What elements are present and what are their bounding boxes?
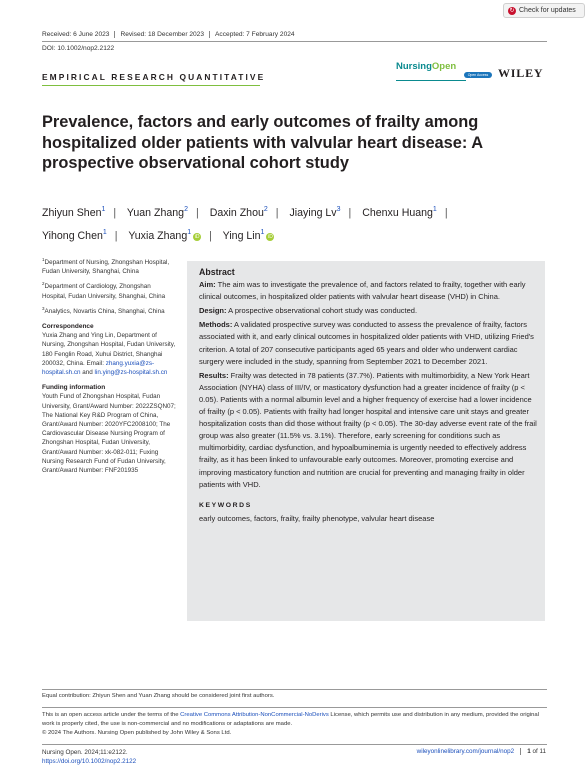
- equal-contribution-note: Equal contribution: Zhiyun Shen and Yuan Zhang should be considered joint first authors.: [42, 693, 275, 699]
- doi-link[interactable]: https://doi.org/10.1002/nop2.2122: [42, 758, 137, 765]
- footer-citation: [42, 748, 136, 766]
- author-separator: |: [114, 230, 118, 242]
- email-link-2[interactable]: lin.ying@zs-hospital.sh.cn: [94, 369, 168, 377]
- abstract-heading: Abstract: [199, 267, 235, 277]
- affiliation-marker[interactable]: 1: [432, 206, 437, 213]
- received-date: Received: 6 June 2023: [42, 31, 115, 38]
- author-name[interactable]: Chenxu Huang$^1$: [362, 206, 437, 219]
- orcid-icon[interactable]: iD: [268, 234, 273, 240]
- footnote-divider: [42, 689, 547, 690]
- logo-underline: [396, 80, 466, 81]
- author-name[interactable]: Zhiyun Shen$^1$: [42, 206, 106, 219]
- author-list: [42, 200, 542, 246]
- article-title: Prevalence, factors and early outcomes of frailty among hospitalized older patients with valvular heart disease: A prospective observational cohort study: [42, 113, 483, 172]
- journal-name-b: Open: [431, 61, 457, 72]
- correspondence-heading: Correspondence: [42, 323, 94, 331]
- accepted-date: Accepted: 7 February 2024: [215, 31, 295, 38]
- orcid-icon[interactable]: iD: [194, 234, 200, 240]
- affiliation-marker[interactable]: 3: [336, 206, 341, 213]
- keywords-text: early outcomes, factors, frailty, frailty phenotype, valvular heart disease: [199, 513, 435, 523]
- open-access-badge: Open Access: [464, 72, 492, 78]
- page-number: 1 of 11: [527, 748, 546, 755]
- footer-divider: [42, 744, 547, 745]
- author-name[interactable]: Daxin Zhou$^2$: [209, 206, 268, 219]
- email-link-1[interactable]: zhang.yuxia@zs-hospital.sh.cn: [42, 359, 155, 377]
- affiliation-marker[interactable]: 1: [187, 229, 192, 236]
- affiliation-marker[interactable]: 2: [184, 206, 188, 213]
- author-name[interactable]: Ying Lin$^1$iD: [222, 229, 273, 242]
- author-separator: |: [113, 207, 117, 219]
- affiliation-marker[interactable]: 2: [263, 206, 268, 213]
- affiliation: $^3$Analytics, Novartis China, Shanghai, China: [42, 305, 165, 315]
- funding-text: Youth Fund of Zhongshan Hospital, Fudan University, Grant/Award Number: 2022ZSQN07; The National Key R&D Program of China, Grant/Award Number: 2020YFC2008100; The Cardiovascular Disease Nursing Program of Zhongshan Hospital, Fudan University, Grant/Award Number: xk-082-011; Fuxing Nursing Research Fund of Fudan University, Grant/Award Number: FNF201935: [42, 393, 176, 475]
- citation-text: Nursing Open. 2024;11:e2122.: [42, 749, 128, 756]
- affiliation: $^2$Department of Cardiology, Zhongshan Hospital, Fudan University, Shanghai, China: [42, 281, 166, 300]
- update-label: Check for updates: [519, 7, 576, 14]
- article-info-column: [42, 255, 176, 477]
- doi-line: DOI: 10.1002/nop2.2122: [42, 45, 115, 52]
- abstract-results: Results: Frailty was detected in 78 patients (37.7%). Patients with multimorbidity, a New York Heart Association (NYHA) class of III/IV, or masticatory dysfunction had a greater incidence of frailty (p < 0.05). Patients with a normal albumin level and a higher frequency of exercise had a lower incidence of frailty (p < 0.05). Patients with frailty had longer hospital and intensive care unit stays and greater hospitalization costs than did those without frailty (p < 0.05). The 30-day adverse event rate of the frail group was also greater (11.5% vs. 3.1%). Therefore, early screening for conditions such as multimorbidity, cardiac dysfunction, and hypoalbuminemia is urgently needed to effectively address frailty, as it has been linked to unfavourable early outcomes. Moreover, promoting exercise and improving masticatory function and nutrition are crucial for preventing and managing frailty in older patients with VHD.: [199, 370, 537, 489]
- author-name[interactable]: Jiaying Lv$^3$: [289, 206, 341, 219]
- publisher-logo[interactable]: WILEY: [498, 66, 544, 80]
- author-separator: |: [195, 207, 199, 219]
- check-for-updates-button[interactable]: [503, 3, 585, 18]
- author-name[interactable]: Yihong Chen$^1$: [42, 229, 107, 242]
- license-text: This is an open access article under the terms of the Creative Commons Attribution-NonCommercial-NoDerivs License, which permits use and distribution in any medium, provided the original work is properly cited, the use is non-commercial and no modifications or adaptations are made. © 2024 The Authors. Nursing Open published by John Wiley & Sons Ltd.: [42, 712, 540, 736]
- affiliation: $^1$Department of Nursing, Zhongshan Hospital, Fudan University, Shanghai, China: [42, 257, 170, 276]
- author-name[interactable]: Yuxia Zhang$^1$iD: [128, 229, 200, 242]
- section-label: EMPIRICAL RESEARCH QUANTITATIVE: [42, 72, 266, 82]
- copyright-line: © 2024 The Authors. Nursing Open published by John Wiley & Sons Ltd.: [42, 729, 232, 736]
- author-name[interactable]: Yuan Zhang$^2$: [126, 206, 188, 219]
- correspondence-text: Yuxia Zhang and Ying Lin, Department of Nursing, Zhongshan Hospital, Fudan University, 180 Fenglin Road, Xuhui District, Shanghai 200032, China. Email: zhang.yuxia@zs-hospital.sh.cn and lin.ying@zs-hospital.sh.cn: [42, 332, 176, 377]
- revised-date: Revised: 18 December 2023: [115, 31, 210, 38]
- keywords-heading: KEYWORDS: [199, 501, 252, 509]
- abstract-aim: Aim: The aim was to investigate the prevalence of, and factors related to frailty, together with early clinical outcomes, in hospitalized older patients with valvular heart disease (VHD) in China.: [199, 280, 526, 302]
- article-dates: [42, 31, 300, 38]
- journal-logo[interactable]: [396, 61, 456, 72]
- cc-license-link[interactable]: Creative Commons Attribution-NonCommercial-NoDerivs: [180, 712, 329, 718]
- header-divider: [42, 41, 547, 42]
- license-divider: [42, 707, 547, 708]
- section-underline: [42, 85, 260, 86]
- author-separator: |: [209, 230, 212, 242]
- journal-url-link[interactable]: wileyonlinelibrary.com/journal/nop2: [417, 748, 522, 755]
- journal-name-a: Nursing: [396, 61, 432, 72]
- update-icon: ↻: [509, 7, 515, 14]
- author-separator: |: [275, 207, 279, 219]
- abstract-box: [187, 261, 545, 621]
- abstract-design: Design: A prospective observational cohort study was conducted.: [199, 306, 418, 316]
- footer-right: [417, 748, 546, 755]
- funding-heading: Funding information: [42, 384, 106, 392]
- affiliation-marker[interactable]: 1: [260, 229, 265, 236]
- author-separator: |: [348, 207, 352, 219]
- affiliation-marker[interactable]: 1: [101, 206, 106, 213]
- abstract-methods: Methods: A validated prospective survey was conducted to assess the prevalence of frailty, factors associated with it, and early clinical outcomes in hospitalized older patients with VHD, utilizing Fried's criterion. A total of 207 consecutive participants aged 65 years and older who underwent cardiac surgery were included in the study, spanning from September 2021 to December 2021.: [199, 320, 534, 366]
- author-separator: |: [444, 207, 448, 219]
- affiliation-marker[interactable]: 1: [102, 229, 107, 236]
